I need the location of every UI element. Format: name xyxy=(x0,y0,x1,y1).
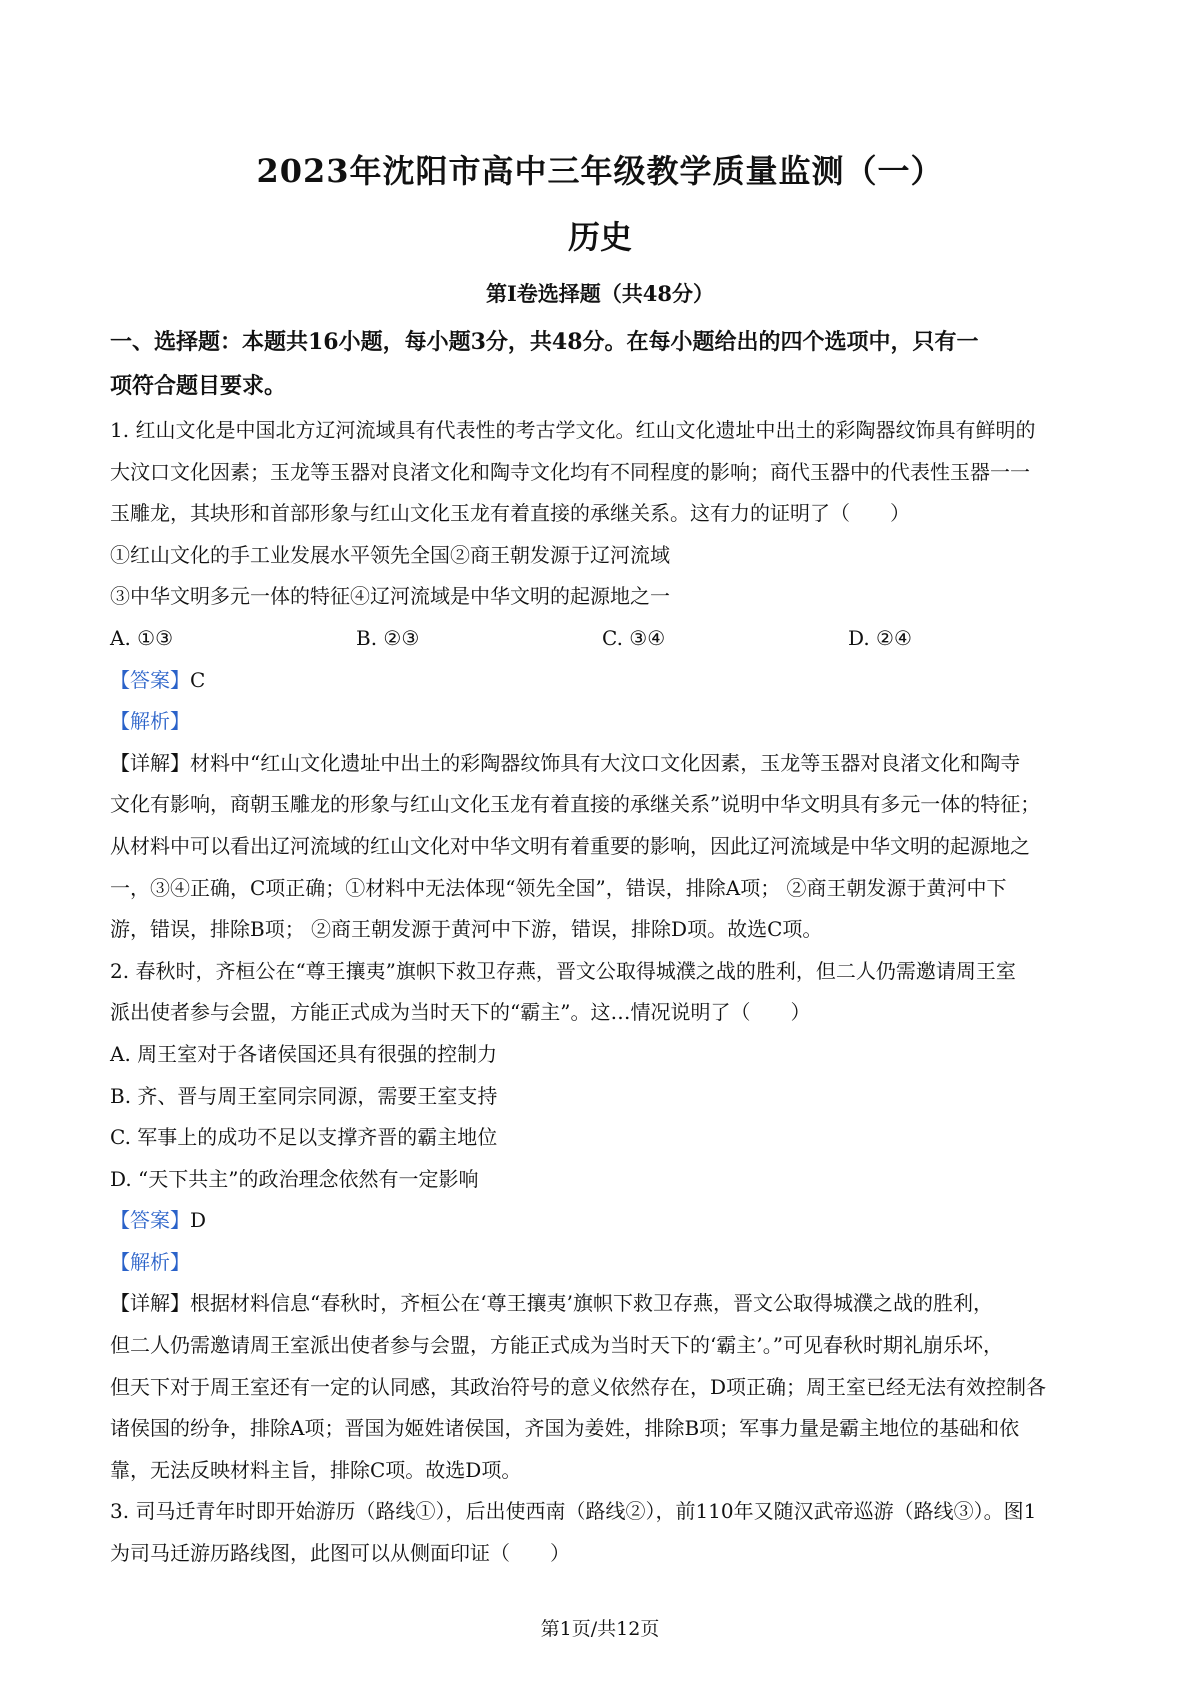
detail-tag: 【详解】 xyxy=(110,1291,190,1316)
answer-line xyxy=(110,660,1100,702)
section-heading-line: 一、选择题：本题共16小题，每小题3分，共48分。在每小题给出的四个选项中，只有一 xyxy=(110,329,979,355)
analysis-line xyxy=(110,701,1100,743)
subject-title: 历史 xyxy=(567,218,632,256)
question-2 xyxy=(110,951,1100,1492)
detail-line: 靠，无法反映材料主旨，排除C项。故选D项。 xyxy=(110,1457,522,1482)
analysis-tag: 【解析】 xyxy=(110,1249,190,1274)
option-b: B. 齐、晋与周王室同宗同源，需要王室支持 xyxy=(110,1083,498,1108)
question-stem-line: ①红山文化的手工业发展水平领先全国②商王朝发源于辽河流域 xyxy=(110,542,670,567)
question-stem-line: 1. 红山文化是中国北方辽河流域具有代表性的考古学文化。红山文化遗址中出土的彩陶器纹饰具有鲜明的 xyxy=(110,418,1036,442)
question-1 xyxy=(110,410,1100,951)
option-d: D. “天下共主”的政治理念依然有一定影响 xyxy=(110,1166,479,1191)
answer-tag: 【答案】 xyxy=(110,1208,190,1233)
question-stem-line: 大汶口文化因素；玉龙等玉器对良渚文化和陶寺文化均有不同程度的影响；商代玉器中的代表性玉器一一 xyxy=(110,459,1030,484)
analysis-tag: 【解析】 xyxy=(110,709,190,734)
page-footer: 第1页/共12页 xyxy=(540,1618,660,1640)
detail-line: 诸侯国的纷争，排除A项；晋国为姬姓诸侯国，齐国为姜姓，排除B项；军事力量是霸主地位的基础和依 xyxy=(110,1416,1020,1441)
question-stem-line: 玉雕龙，其块形和首部形象与红山文化玉龙有着直接的承继关系。这有力的证明了（ ） xyxy=(110,501,910,526)
option-b: B. ②③ xyxy=(356,625,420,650)
option-a: A. 周王室对于各诸侯国还具有很强的控制力 xyxy=(110,1041,498,1066)
question-stem-line: 2. 春秋时，齐桓公在“尊王攘夷”旗帜下救卫存燕，晋文公取得城濮之战的胜利，但二人仍需邀请周王室 xyxy=(110,958,1016,983)
detail-tag: 【详解】 xyxy=(110,750,190,775)
question-stem-line: 派出使者参与会盟，方能正式成为当时天下的“霸主”。这…情况说明了（ ） xyxy=(110,1000,811,1025)
section-heading xyxy=(110,320,1100,408)
detail-line xyxy=(110,743,1100,785)
analysis-line xyxy=(110,1242,1100,1284)
answer-line xyxy=(110,1200,1100,1242)
option-c: C. ③④ xyxy=(602,625,666,650)
answer-tag: 【答案】 xyxy=(110,667,190,692)
detail-line: 但二人仍需邀请周王室派出使者参与会盟，方能正式成为当时天下的‘霸主’。”可见春秋时期礼崩乐坏， xyxy=(110,1333,1003,1358)
detail-line: 从材料中可以看出辽河流域的红山文化对中华文明有着重要的影响，因此辽河流域是中华文明的起源地之 xyxy=(110,833,1030,858)
answer-value: D xyxy=(190,1208,207,1233)
detail-line: 文化有影响，商朝玉雕龙的形象与红山文化玉龙有着直接的承继关系”说明中华文明具有多元一体的特征； xyxy=(110,792,1041,817)
option-row xyxy=(110,618,1100,660)
question-stem-line: 3. 司马迁青年时即开始游历（路线①），后出使西南（路线②），前110年又随汉武帝巡游（路线③）。图1 xyxy=(110,1499,1037,1524)
question-3 xyxy=(110,1491,1100,1574)
question-stem-line: ③中华文明多元一体的特征④辽河流域是中华文明的起源地之一 xyxy=(110,584,670,609)
exam-title: 2023年沈阳市高中三年级教学质量监测（一） xyxy=(256,152,944,190)
option-c: C. 军事上的成功不足以支撑齐晋的霸主地位 xyxy=(110,1125,498,1150)
option-a: A. ①③ xyxy=(110,625,174,650)
exam-content xyxy=(110,320,1100,1575)
detail-line: 一，③④正确，C项正确；①材料中无法体现“领先全国”，错误，排除A项； ②商王朝发源于黄河中下 xyxy=(110,875,1007,900)
detail-text: 根据材料信息“春秋时，齐桓公在‘尊王攘夷’旗帜下救卫存燕，晋文公取得城濮之战的胜利， xyxy=(190,1291,993,1316)
section-heading-line: 项符合题目要求。 xyxy=(110,373,287,399)
question-stem-line: 为司马迁游历路线图，此图可以从侧面印证（ ） xyxy=(110,1541,570,1566)
detail-text: 材料中“红山文化遗址中出土的彩陶器纹饰具有大汶口文化因素，玉龙等玉器对良渚文化和陶寺 xyxy=(190,750,1021,775)
detail-line xyxy=(110,1283,1100,1325)
detail-line: 但天下对于周王室还有一定的认同感，其政治符号的意义依然存在，D项正确；周王室已经无法有效控制各 xyxy=(110,1374,1047,1399)
detail-line: 游，错误，排除B项； ②商王朝发源于黄河中下游，错误，排除D项。故选C项。 xyxy=(110,917,823,942)
option-d: D. ②④ xyxy=(848,625,912,650)
answer-value: C xyxy=(190,667,206,692)
volume-heading: 第Ⅰ卷选择题（共48分） xyxy=(485,281,715,306)
